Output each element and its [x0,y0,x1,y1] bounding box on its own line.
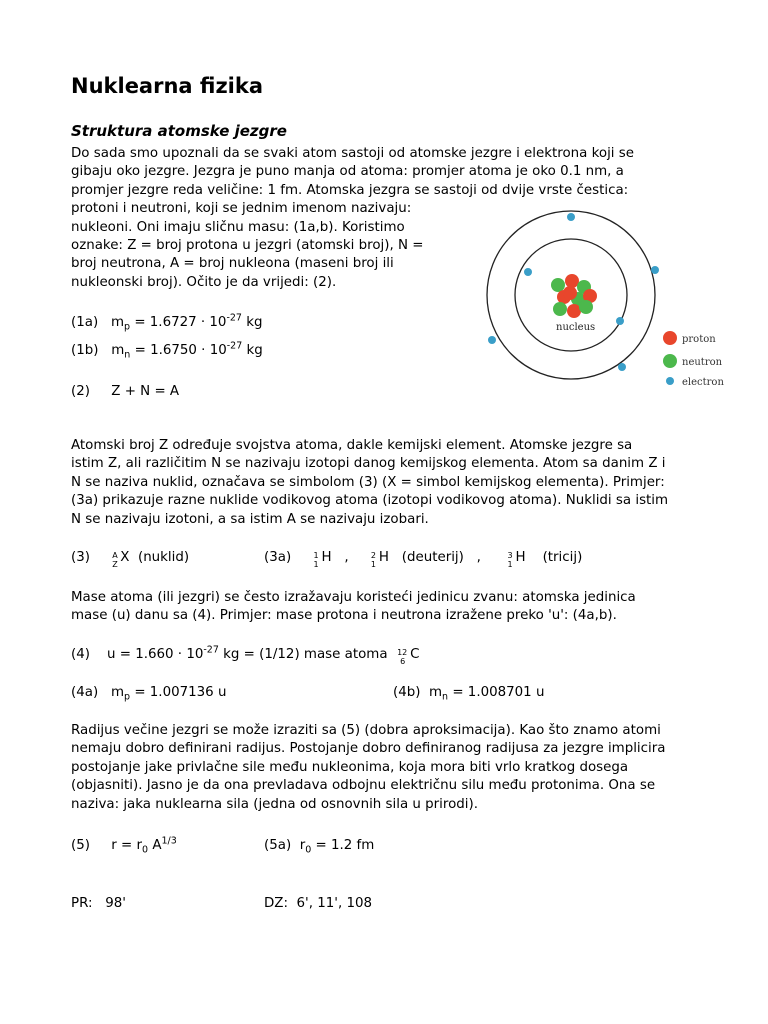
paragraph-mass-unit: Mase atoma (ili jezgri) se često izražavaju koristeći jedinicu zvanu: atomska jedinica mase (u) danu sa (4). Primjer: mase protona i neutrona izražene preko 'u': (4a,b). [71,590,636,624]
equation-5a: (5a) $r_0 = 1.2$ fm [264,838,375,856]
footer-dz: DZ: 6', 11', 108 [264,896,373,911]
section-heading: Struktura atomske jezgre [71,122,287,140]
electron [524,268,532,276]
electron [651,266,659,274]
equation-4a: (4a) $m_p = 1.007136$ u [71,685,227,703]
equation-5: (5) $r = r_0$ $A^{1/3}$ [71,835,177,856]
paragraph-radius: Radijus večine jezgri se može izraziti sa (5) (dobra aproksimacija). Kao što znamo atomi nemaju dobro definirani radijus. Postojanje dobro definiranog radijusa za jezgre implicira postojanje jake privlačne sile među nukleonima, koja mora biti vrlo kratkog dosega (objasniti). Jasno je da ona prevladava odbojnu električnu silu među protonima. Ona se naziva: jaka nuklearna sila (jedna od osnovnih sila u prirodi). [71,723,666,812]
electron [616,317,624,325]
legend-neutron-dot [663,354,677,368]
equation-2: (2) Z + N = A [71,384,180,399]
paragraph-isotopes: Atomski broj Z određuje svojstva atoma, dakle kemijski element. Atomske jezgre sa istim Z, ali različitim N se nazivaju izotopi danog kemijskog elementa. Atom sa danim Z i N se naziva nuklid, označava se simbolom (3) (X = simbol kemijskog elementa). Primjer: (3a) prikazuje razne nuklide vodikovog atoma (izotopi vodikovog atoma). Nuklidi sa istim N se nazivaju izotoni, a sa istim A se nazivaju izobari. [71,438,669,527]
electron [567,213,575,221]
paragraph-intro: Do sada smo upoznali da se svaki atom sastoji od atomske jezgre i elektrona koji se gibaju oko jezgre. Jezgra je puno manja od atoma: promjer atoma je oko 0.1 nm, a promjer jezgre reda veličine: 1 fm. Atomska jezgra se sastoji od dvije vrste čestica: protoni i neutroni, koji se jednim imenom nazivaju: nukleoni. Oni imaju sličnu masu: (1a,b). Koristimo oznake: Z = broj protona u jezgri (atomski broj), N = broj neutrona, A = broj nukleona (maseni broj ili nukleonski broj). Očito je da vrijedi: (2). [71,146,634,290]
footer-pr: PR: 98' [71,896,126,911]
equation-1a: (1a) $m_p = 1.6727 \cdot 10^{-27}$ kg [71,312,263,333]
legend-electron-dot [666,377,674,385]
equation-3a: (3a) 1 1 H , 2 1 H (deuterij) , 3 1 H (tricij) [264,550,583,569]
legend-proton-dot [663,331,677,345]
electron [618,363,626,371]
atom-diagram [480,205,730,395]
equation-4b: (4b) $m_n = 1.008701$ u [393,685,545,703]
nucleus-label: nucleus [556,322,596,333]
equation-1b: (1b) $m_n = 1.6750 \cdot 10^{-27}$ kg [71,340,263,361]
page-title: Nuklearna fizika [71,74,264,98]
legend-proton: proton [682,334,716,345]
legend-electron: electron [682,377,724,388]
nucleus [551,274,597,318]
equation-3: (3) A Z X (nuklid) [71,550,190,569]
equation-4: (4) $u = 1.660 \cdot 10^{-27}$ kg = (1/12) mase atoma 12 6 C [71,644,420,666]
electron [488,336,496,344]
legend-neutron: neutron [682,357,723,368]
